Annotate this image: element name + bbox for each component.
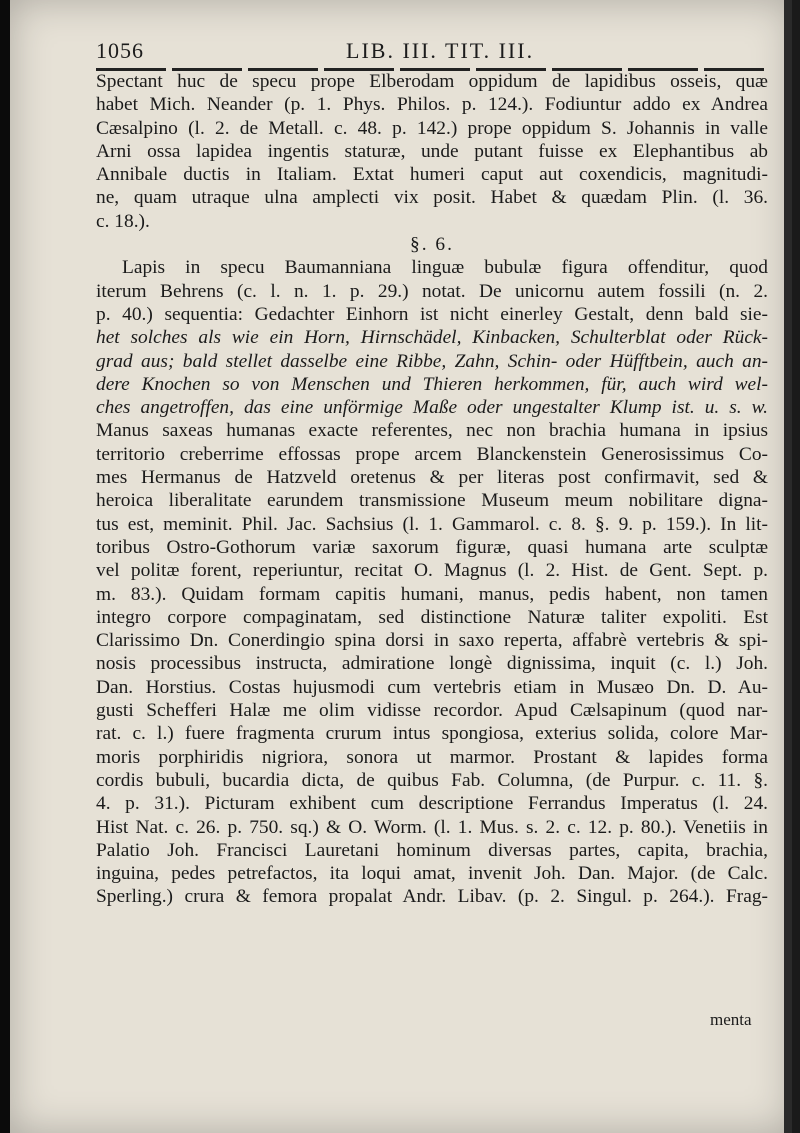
text-line: Sperling.) crura & femora propalat Andr. Libav. (p. 2. Singul. p. 264.). Frag- [96, 886, 768, 908]
text-line: toribus Ostro-Gothorum variæ saxorum figuræ, quasi humana arte sculptæ [96, 536, 768, 558]
text-line: het solches als wie ein Horn, Hirnschädel, Kinbacken, Schulterblat oder Rück- [96, 327, 768, 349]
page-number: 1056 [96, 38, 144, 63]
body-text [96, 70, 768, 909]
text-line: integro corpore compaginatam, sed distinctione Naturæ taliter expoliti. Est [96, 606, 768, 628]
text-line: gusti Schefferi Halæ me olim vidisse recordor. Apud Cælsapinum (quod nar- [96, 700, 768, 722]
text-line: inguina, pedes petrefactos, ita loqui amat, invenit Joh. Dan. Major. (de Calc. [96, 863, 768, 885]
text-line: Annibale ductis in Italiam. Extat humeri caput aut coxendicis, magnitudi- [96, 164, 768, 186]
text-line: Dan. Horstius. Costas hujusmodi cum vertebris etiam in Musæo Dn. D. Au- [96, 676, 768, 698]
text-line: ches angetroffen, das eine unförmige Maße oder ungestalter Klump ist. u. s. w. [96, 397, 768, 419]
text-line: territorio creberrime effossas prope arcem Blanckenstein Generosissimus Co- [96, 443, 768, 465]
text-line: Spectant huc de specu prope Elberodam oppidum de lapidibus osseis, quæ [96, 71, 768, 92]
text-line: heroica liberalitate earundem transmissione Museum meum nobilitare digna- [96, 490, 768, 512]
text-line: tus est, meminit. Phil. Jac. Sachsius (l. 1. Gammarol. c. 8. §. 9. p. 159.). In lit- [96, 513, 768, 535]
text-line: m. 83.). Quidam formam capitis humani, manus, pedis habent, non tamen [96, 583, 768, 605]
page-edge-right [784, 0, 792, 1133]
text-line: nosis processibus instructa, admiratione longè dignissima, inquit (c. l.) Joh. [96, 653, 768, 675]
text-line: moris porphiridis nigriora, sonora ut marmor. Prostant & lapides forma [96, 746, 768, 768]
text-line: iterum Behrens (c. l. n. 1. p. 29.) notat. De unicornu autem fossili (n. 2. [96, 280, 768, 302]
text-line: ne, quam utraque ulna amplecti vix posit. Habet & quædam Plin. (l. 36. [96, 187, 768, 209]
text-line: c. 18.). [96, 210, 150, 232]
text-line: grad aus; bald stellet dasselbe eine Ribbe, Zahn, Schin- oder Hüfftbein, auch an- [96, 350, 768, 372]
text-line: cordis bubuli, bucardia dicta, de quibus Fab. Columna, (de Purpur. c. 11. §. [96, 769, 768, 791]
text-line: Lapis in specu Baumanniana linguæ bubulæ figura offenditur, quod [122, 257, 768, 279]
section-heading: §. 6. [410, 234, 454, 256]
catchword: menta [710, 1010, 752, 1029]
text-line: Clarissimo Dn. Conerdingio spina dorsi in saxo reperta, affabrè vertebris & spi- [96, 630, 768, 652]
text-line: Cæsalpino (l. 2. de Metall. c. 48. p. 142.) prope oppidum S. Johannis in valle [96, 117, 768, 139]
book-page [10, 0, 792, 1133]
text-line: 4. p. 31.). Picturam exhibent cum descriptione Ferrandus Imperatus (l. 24. [96, 793, 768, 815]
text-line: mes Hermanus de Hatzveld oretenus & per literas post confirmavit, sed & [96, 467, 768, 489]
text-line: p. 40.) sequentia: Gedachter Einhorn ist nicht einerley Gestalt, denn bald sie- [96, 303, 768, 325]
text-line: vel politæ forent, reperiuntur, recitat O. Magnus (l. 2. Hist. de Gent. Sept. p. [96, 560, 768, 582]
text-line: Manus saxeas humanas exacte referentes, nec non brachia humana in ipsius [96, 420, 768, 442]
text-line: Hist Nat. c. 26. p. 750. sq.) & O. Worm. (l. 1. Mus. s. 2. c. 12. p. 80.). Venetiis in [96, 816, 768, 838]
page-header [96, 38, 746, 66]
text-line: Arni ossa lapidea ingentis staturæ, unde putant fuisse ex Elephantibus ab [96, 140, 768, 162]
text-line: rat. c. l.) fuere fragmenta crurum intus spongiosa, exterius solida, colore Mar- [96, 723, 768, 745]
text-line: dere Knochen so von Menschen und Thieren herkommen, für, auch wird wel- [96, 373, 768, 395]
text-line: habet Mich. Neander (p. 1. Phys. Philos. p. 124.). Fodiuntur addo ex Andrea [96, 94, 768, 116]
running-title: LIB. III. TIT. III. [346, 38, 535, 63]
text-line: Palatio Joh. Francisci Lauretani hominum diversas partes, capita, brachia, [96, 839, 768, 861]
page-edge-left [0, 0, 10, 1133]
